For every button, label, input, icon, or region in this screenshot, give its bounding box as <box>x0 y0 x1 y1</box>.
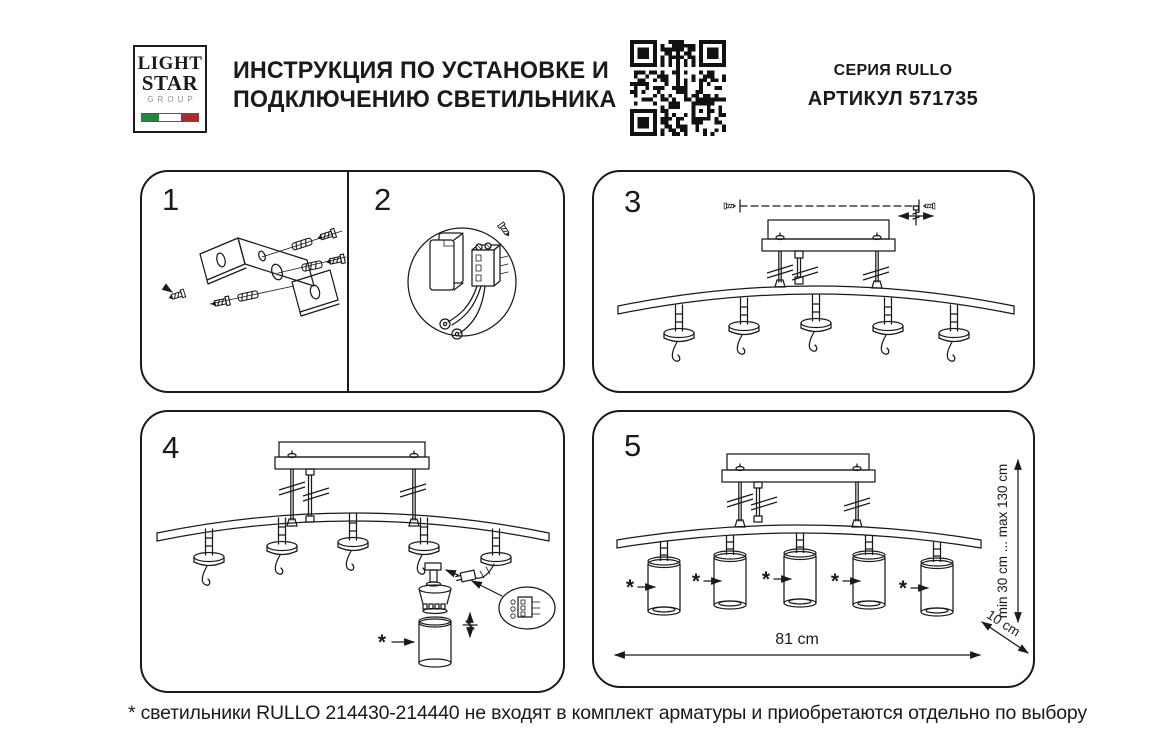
svg-text:*: * <box>898 577 908 600</box>
step-number-1: 1 <box>162 182 180 217</box>
curved-rail <box>157 513 549 541</box>
curved-rail <box>618 286 1014 314</box>
curved-rail <box>617 525 981 548</box>
step-3-illustration <box>594 172 1033 391</box>
connector-detail <box>472 581 555 629</box>
wiring-detail <box>408 222 516 339</box>
svg-text:*: * <box>761 568 771 591</box>
step-4-illustration <box>142 412 563 691</box>
svg-text:*: * <box>625 576 635 599</box>
step-panel-3 <box>592 170 1035 393</box>
ceiling-mount <box>762 220 895 288</box>
step-panel-1-2 <box>140 170 565 393</box>
italian-flag-icon <box>141 113 199 122</box>
asterisk-marker: * <box>377 631 387 654</box>
ceiling-mount <box>722 454 875 527</box>
title-line-1: ИНСТРУКЦИЯ ПО УСТАНОВКЕ И <box>233 57 609 84</box>
title-line-2: ПОДКЛЮЧЕНИЮ СВЕТИЛЬНИКА <box>233 86 617 113</box>
step-number-3: 3 <box>624 184 642 219</box>
step-panel-5 <box>592 410 1035 688</box>
product-info <box>795 62 991 111</box>
qr-code <box>630 40 726 136</box>
step-number-2: 2 <box>374 182 392 217</box>
depth-label: 10 cm <box>983 606 1023 640</box>
screw-icon <box>899 206 933 225</box>
logo-text-light: LIGHT <box>137 53 203 74</box>
shade-marker <box>378 631 414 654</box>
lightstar-logo <box>133 45 207 133</box>
step-number-4: 4 <box>162 430 180 465</box>
step-number-5: 5 <box>624 428 642 463</box>
lamp-stems <box>194 514 511 585</box>
footnote: * светильники RULLO 214430-214440 не входят в комплект арматуры и приобретаются отдельно по выбору <box>128 702 1087 724</box>
logo-text-star: STAR <box>141 71 199 95</box>
logo-text-group: GROUP <box>147 95 197 104</box>
shade-markers <box>626 568 928 600</box>
bracket-diagram <box>166 228 346 316</box>
series-label: СЕРИЯ RULLO <box>833 62 953 79</box>
lamp-assembly <box>419 563 494 667</box>
height-label: min 30 cm ... max 130 cm <box>995 463 1010 619</box>
dimension-height <box>995 460 1018 622</box>
dimension-width <box>615 631 980 655</box>
step-1-2-illustration <box>142 172 563 391</box>
width-label: 81 cm <box>775 631 819 648</box>
screw-icon <box>463 613 477 637</box>
page-title <box>233 56 616 114</box>
article-label: АРТИКУЛ 571735 <box>807 88 979 110</box>
step-5-illustration <box>594 412 1033 686</box>
svg-text:*: * <box>691 570 701 593</box>
ceiling-line <box>724 200 935 212</box>
step-panel-4 <box>140 410 565 693</box>
svg-text:*: * <box>830 570 840 593</box>
lamp-stems <box>664 295 969 361</box>
screw-icon <box>166 288 186 302</box>
